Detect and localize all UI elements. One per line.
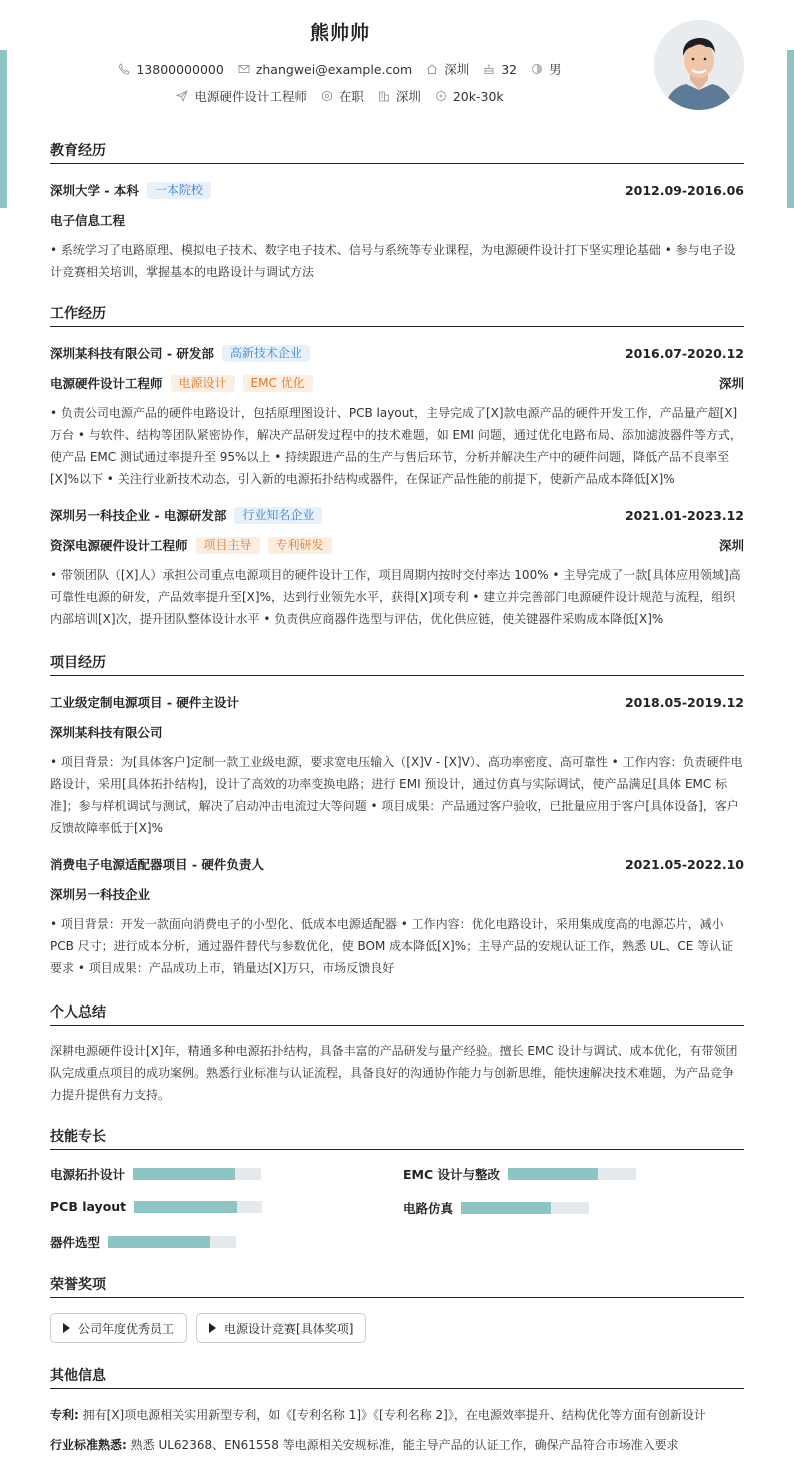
- summary-text: 深耕电源硬件设计[X]年，精通多种电源拓扑结构，具备丰富的产品研发与量产经验。擅长 EMC 设计与调试、成本优化，有带领团队完成重点项目的成功案例。熟悉行业标准与认证流程，具备良好的沟通协作能力与创新思维，能快速解决技术难题，为产品竞争力提升提供有力支持。: [50, 1044, 738, 1102]
- gender-text: 男: [549, 62, 562, 77]
- target-role-text: 电源硬件设计工程师: [194, 89, 307, 104]
- job-status-item: [321, 87, 364, 105]
- section-title-summary: 个人总结: [50, 1002, 744, 1026]
- education-section: [50, 140, 744, 283]
- target-role-item: [176, 87, 307, 105]
- project-description: • 项目背景：为[具体客户]定制一款工业级电源，要求宽电压输入（[X]V - [X]V）、高功率密度、高可靠性 • 工作内容：负责硬件电路设计，采用[具体拓扑结构]，设计了高效的功率变换电路；进行 EMI 预设计，通过仿真与实际调试，使产品满足[具体 EMC 标准]；参与样机调试与测试，解决了启动冲击电流过大等问题 • 项目成果：产品通过客户验收，已批量应用于客户[具体设备]，客户反馈故障率低于[X]%: [50, 755, 743, 835]
- work-section: [50, 303, 744, 630]
- skill-name: PCB layout: [50, 1199, 127, 1214]
- other-text: 熟悉 UL62368、EN61558 等电源相关安规标准，能主导产品的认证工作，确保产品符合市场准入要求: [130, 1438, 679, 1452]
- contact-row-intent: [0, 87, 680, 105]
- work-period: 2016.07-2020.12: [624, 345, 744, 361]
- skill-item: [403, 1199, 589, 1217]
- email-text: zhangwei@example.com: [255, 61, 413, 77]
- section-title-skills: 技能专长: [50, 1126, 744, 1150]
- skill-bar-fill: [508, 1168, 598, 1180]
- project-period: 2018.05-2019.12: [624, 694, 744, 710]
- work-description: • 负责公司电源产品的硬件电路设计，包括原理图设计、PCB layout，主导完成了[X]款电源产品的硬件开发工作，产品量产超[X]万台 • 与软件、结构等团队紧密协作，解决产品研发过程中的技术难题，如 EMI 问题，通过优化电路布局、添加滤波器件等方式，使产品 EMC 测试通过率提升至 95%以上 • 持续跟进产品的生产与售后环节，分析并解决生产中的硬件问题，降低产品不良率至[X]%以下 • 关注行业新技术动态，引入新的电源拓扑结构或器件，在保证产品性能的前提下，使新产品成本降低[X]%: [50, 406, 742, 486]
- awards-section: [50, 1274, 744, 1343]
- city-item: [426, 60, 469, 78]
- education-entry-head: [50, 180, 744, 200]
- award-text: 公司年度优秀员工: [78, 1321, 175, 1336]
- education-period: 2012.09-2016.06: [624, 182, 744, 198]
- portrait-photo: [654, 20, 744, 110]
- skill-bar: [508, 1168, 636, 1180]
- skill-bar: [134, 1201, 262, 1213]
- summary-section: [50, 1002, 744, 1106]
- education-description: • 系统学习了电路原理、模拟电子技术、数字电子技术、信号与系统等专业课程，为电源硬件设计打下坚实理论基础 • 参与电子设计竞赛相关培训，掌握基本的电路设计与调试方法: [50, 243, 736, 279]
- gender-item: [531, 60, 562, 78]
- project-org-row: [50, 722, 744, 742]
- other-text: 拥有[X]项电源相关实用新型专利，如《[专利名称 1]》《[专利名称 2]》，在电源效率提升、结构优化等方面有创新设计: [82, 1408, 706, 1422]
- project-org-row: [50, 884, 744, 904]
- company-tag: 行业知名企业: [234, 507, 322, 524]
- awards-list: [50, 1313, 744, 1343]
- company-tag: 高新技术企业: [222, 345, 310, 362]
- project-entry-head: [50, 854, 744, 874]
- other-label: 专利:: [50, 1408, 79, 1422]
- company-name: 深圳另一科技企业 - 电源研发部: [50, 508, 227, 523]
- skills-grid: [50, 1150, 744, 1260]
- work-description: • 带领团队（[X]人）承担公司重点电源项目的硬件设计工作，项目周期内按时交付率达 100% • 主导完成了一款[具体应用领域]高可靠性电源的研发，产品效率提升至[X]%，达到行业领先水平，获得[X]项专利 • 建立并完善部门电源硬件设计规范与流程，组织内部培训[X]次，提升团队整体设计水平 • 负责供应商器件选型与评估，优化供应链，使关键器件采购成本降低[X]%: [50, 568, 741, 626]
- phone-item: [118, 62, 223, 77]
- candidate-name: 熊帅帅: [309, 22, 370, 44]
- work-entry-head: [50, 343, 744, 363]
- education-major-row: [50, 210, 744, 230]
- project-name: 工业级定制电源项目 - 硬件主设计: [50, 695, 239, 710]
- section-title-projects: 项目经历: [50, 652, 744, 676]
- company-name: 深圳某科技有限公司 - 研发部: [50, 346, 214, 361]
- project-period: 2021.05-2022.10: [624, 856, 744, 872]
- project-description: • 项目背景：开发一款面向消费电子的小型化、低成本电源适配器 • 工作内容：优化电路设计，采用集成度高的电源芯片，减小 PCB 尺寸；进行成本分析，通过器件替代与参数优化，使 BOM 成本降低[X]%；主导产品的安规认证工作，熟悉 UL、CE 等认证要求 • 项目成果：产品成功上市，销量达[X]万只，市场反馈良好: [50, 917, 734, 975]
- skill-name: EMC 设计与整改: [403, 1167, 501, 1182]
- skill-bar: [108, 1236, 236, 1248]
- target-city-item: [378, 87, 421, 105]
- section-title-awards: 荣誉奖项: [50, 1274, 744, 1298]
- skill-bar: [461, 1202, 589, 1214]
- city-text: 深圳: [444, 62, 470, 77]
- home-icon: [426, 63, 438, 75]
- role-tag: EMC 优化: [243, 375, 313, 392]
- status-icon: [321, 90, 333, 102]
- skill-name: 电源拓扑设计: [50, 1167, 126, 1182]
- resume-header: [0, 0, 794, 125]
- other-item: [50, 1405, 744, 1425]
- award-text: 电源设计竞赛[具体奖项]: [224, 1321, 354, 1336]
- skill-bar: [133, 1168, 261, 1180]
- project-org: 深圳另一科技企业: [50, 887, 151, 902]
- other-section: [50, 1365, 744, 1455]
- project-org: 深圳某科技有限公司: [50, 725, 163, 740]
- role-title: 电源硬件设计工程师: [50, 376, 163, 391]
- major-name: 电子信息工程: [50, 213, 126, 228]
- school-tag: 一本院校: [147, 182, 211, 199]
- send-icon: [176, 90, 188, 102]
- skills-section: [50, 1126, 744, 1260]
- skill-item: [50, 1165, 261, 1183]
- phone-icon: [118, 63, 130, 75]
- gender-icon: [531, 63, 543, 75]
- role-tag: 专利研发: [268, 537, 332, 554]
- projects-section: [50, 652, 744, 979]
- play-triangle-icon: [209, 1323, 216, 1333]
- avatar: [654, 20, 744, 110]
- salary-item: [435, 89, 504, 104]
- email-item: [238, 62, 412, 77]
- project-entry-head: [50, 692, 744, 712]
- section-title-education: 教育经历: [50, 140, 744, 164]
- role-tag: 电源设计: [171, 375, 235, 392]
- role-title: 资深电源硬件设计工程师: [50, 538, 188, 553]
- mail-icon: [238, 63, 250, 75]
- work-location: 深圳: [718, 538, 744, 553]
- skill-name: 器件选型: [50, 1235, 101, 1250]
- skill-bar-fill: [134, 1201, 236, 1213]
- age-item: [483, 62, 517, 77]
- skill-item: [50, 1199, 262, 1214]
- skill-item: [50, 1233, 236, 1251]
- target-city-text: 深圳: [395, 89, 421, 104]
- skill-bar-fill: [461, 1202, 551, 1214]
- section-title-work: 工作经历: [50, 303, 744, 327]
- play-triangle-icon: [63, 1323, 70, 1333]
- job-status-text: 在职: [338, 89, 364, 104]
- section-title-other: 其他信息: [50, 1365, 744, 1389]
- skill-bar-fill: [108, 1236, 210, 1248]
- work-role-row: [50, 535, 744, 555]
- project-name: 消费电子电源适配器项目 - 硬件负责人: [50, 857, 264, 872]
- award-badge: [50, 1313, 187, 1343]
- cake-icon: [483, 63, 495, 75]
- salary-text: 20k-30k: [452, 88, 504, 104]
- school-name: 深圳大学 - 本科: [50, 183, 139, 198]
- age-text: 32: [501, 61, 518, 77]
- work-entry-head: [50, 505, 744, 525]
- building-icon: [378, 90, 390, 102]
- other-item: [50, 1435, 744, 1455]
- other-label: 行业标准熟悉:: [50, 1438, 127, 1452]
- work-role-row: [50, 373, 744, 393]
- work-period: 2021.01-2023.12: [624, 507, 744, 523]
- skill-bar-fill: [133, 1168, 235, 1180]
- award-badge: [196, 1313, 366, 1343]
- contact-row-basic: [0, 60, 680, 78]
- phone-text: 13800000000: [136, 61, 224, 77]
- skill-item: [403, 1165, 636, 1183]
- coin-icon: [435, 90, 447, 102]
- role-tag: 项目主导: [196, 537, 260, 554]
- work-location: 深圳: [718, 376, 744, 391]
- skill-name: 电路仿真: [403, 1201, 454, 1216]
